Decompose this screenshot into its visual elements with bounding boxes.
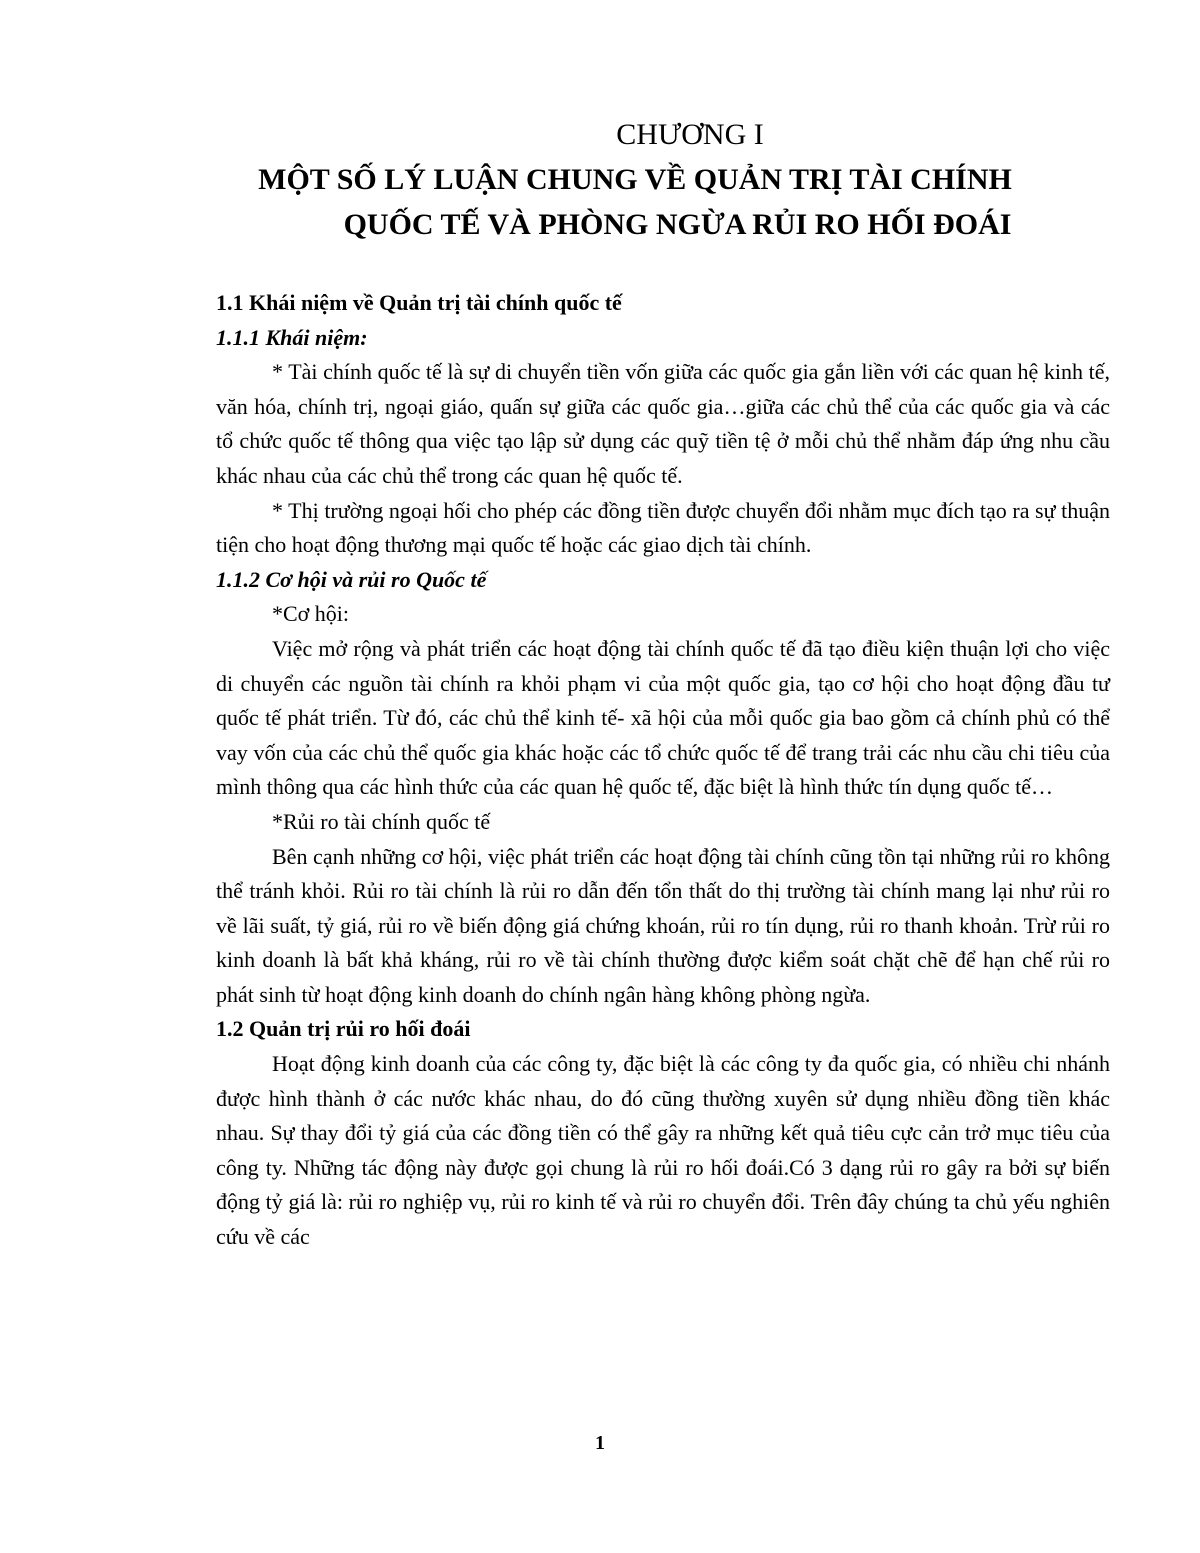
section-heading-1-1: 1.1 Khái niệm về Quản trị tài chính quốc tế (216, 290, 622, 315)
chapter-title-line-1: MỘT SỐ LÝ LUẬN CHUNG VỀ QUẢN TRỊ TÀI CHÍNH (258, 163, 1012, 196)
opportunity-label: *Cơ hội: (272, 601, 350, 627)
section-heading-1-2: 1.2 Quản trị rủi ro hối đoái (216, 1016, 471, 1042)
section-heading-1-1-2: 1.1.2 Cơ hội và rủi ro Quốc tế (216, 566, 487, 592)
paragraph-forex-market: * Thị trường ngoại hối cho phép các đồng tiền được chuyển đổi nhằm mục đích tạo ra sự thuận tiện cho hoạt động thương mại quốc tế hoặc các giao dịch tài chính. (216, 497, 1110, 558)
section-heading-1-1-1: 1.1.1 Khái niệm: (216, 324, 368, 350)
risk-label: *Rủi ro tài chính quốc tế (272, 808, 491, 834)
paragraph-risk: Bên cạnh những cơ hội, việc phát triển các hoạt động tài chính cũng tồn tại những rủi ro không thể tránh khỏi. Rủi ro tài chính là rủi ro dẫn đến tổn thất do thị trường tài chính mang lại như rủi ro về lãi suất, tỷ giá, rủi ro về biến động giá chứng khoán, rủi ro tín dụng, rủi ro thanh khoản. Trừ rủi ro kinh doanh là bất khả kháng, rủi ro về tài chính thường được kiểm soát chặt chẽ để hạn chế rủi ro phát sinh từ hoạt động kinh doanh do chính ngân hàng không phòng ngừa. (216, 843, 1110, 1007)
paragraph-fx-risk-management: Hoạt động kinh doanh của các công ty, đặc biệt là các công ty đa quốc gia, có nhiều chi nhánh được hình thành ở các nước khác nhau, do đó cũng thường xuyên sử dụng nhiều đồng tiền khác nhau. Sự thay đổi tỷ giá của các đồng tiền có thể gây ra những kết quả tiêu cực cản trở mục tiêu của công ty. Những tác động này được gọi chung là rủi ro hối đoái.Có 3 dạng rủi ro gây ra bởi sự biến động tỷ giá là: rủi ro nghiệp vụ, rủi ro kinh tế và rủi ro chuyển đổi. Trên đây chúng ta chủ yếu nghiên cứu về các (216, 1051, 1110, 1250)
paragraph-opportunity: Việc mở rộng và phát triển các hoạt động tài chính quốc tế đã tạo điều kiện thuận lợi cho việc di chuyển các nguồn tài chính ra khỏi phạm vi của một quốc gia, tạo cơ hội cho hoạt động đầu tư quốc tế phát triển. Từ đó, các chủ thể kinh tế- xã hội của mỗi quốc gia bao gồm cả chính phủ có thể vay vốn của các chủ thể quốc gia khác hoặc các tổ chức quốc tế để trang trải các nhu cầu chi tiêu của mình thông qua các hình thức của các quan hệ quốc tế, đặc biệt là hình thức tín dụng quốc tế… (216, 635, 1110, 800)
chapter-title-line-2: QUỐC TẾ VÀ PHÒNG NGỪA RỦI RO HỐI ĐOÁI (343, 208, 1012, 241)
chapter-header (0, 112, 1200, 247)
paragraph-finance-definition: * Tài chính quốc tế là sự di chuyển tiền vốn giữa các quốc gia gắn liền với các quan hệ kinh tế, văn hóa, chính trị, ngoại giáo, quấn sự giữa các quốc gia…giữa các chủ thể của các quốc gia và các tổ chức quốc tế thông qua việc tạo lập sử dụng các quỹ tiền tệ ở mỗi chủ thể nhằm đáp ứng nhu cầu khác nhau của các chủ thể trong các quan hệ quốc tế. (216, 359, 1110, 488)
page-number: 1 (595, 1432, 605, 1454)
body-text (216, 286, 1110, 1255)
chapter-number: CHƯƠNG I (616, 118, 764, 151)
